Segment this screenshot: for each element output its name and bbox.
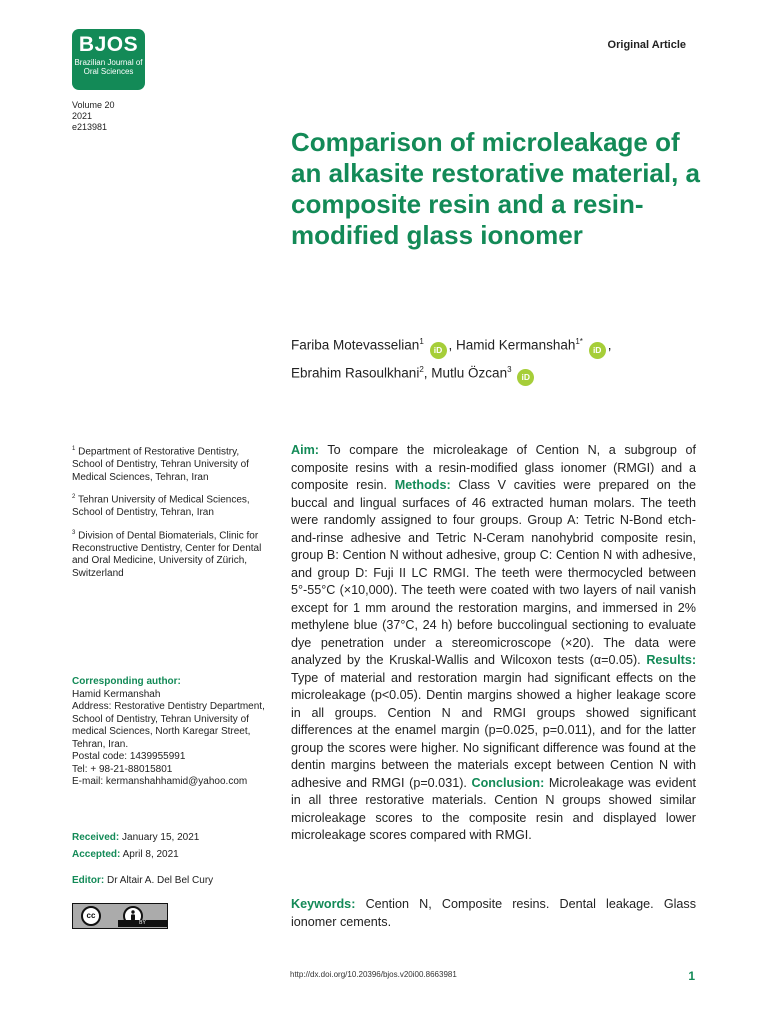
received-value: January 15, 2021 (122, 832, 200, 843)
affiliation-sup: 3 (72, 529, 76, 536)
affiliation-text: Tehran University of Medical Sciences, School of Dentistry, Tehran, Iran (72, 494, 250, 519)
journal-logo (72, 29, 145, 90)
author-affil-sup: 1 (419, 337, 424, 346)
aim-label: Aim: (291, 443, 319, 457)
affiliation-sup: 1 (72, 446, 76, 452)
cc-icon: cc (81, 906, 101, 926)
affiliation-text: Department of Restorative Dentistry, School of Dentistry, Tehran University of Medical Sciences, Tehran, Iran (72, 446, 249, 483)
methods-label: Methods: (394, 478, 451, 492)
keywords (291, 896, 696, 931)
author-affil-sup: 1* (575, 337, 583, 346)
orcid-icon[interactable]: iD (430, 342, 447, 359)
author-name: Ebrahim Rasoulkhani (291, 365, 420, 380)
accepted-label: Accepted: (72, 849, 121, 860)
year: 2021 (72, 111, 93, 121)
article-title: Comparison of microleakage of an alkasite restorative material, a composite resin and a resin-modified glass ionomer (291, 127, 701, 250)
page-number: 1 (688, 969, 695, 983)
corresponding-postal: Postal code: 1439955991 (72, 751, 186, 762)
accepted-date (72, 846, 272, 863)
results-text: Type of material and restoration margin had significant effects on the microleakage (p<0.05). Dentin margins showed a higher leakage score in all groups. Cention N and RMGI groups showed significant differences at the enamel margin (p=0.025, p=0.011), and for the latter group the scores were higher. No significant difference was found at the dentin margins between the materials except between Cention N with adhesive and RMGI (p=0.031). (291, 670, 696, 790)
affiliation-sup: 2 (72, 494, 76, 501)
author-name: Fariba Motevasselian (291, 337, 420, 353)
doi-link[interactable]: http://dx.doi.org/10.20396/bjos.v20i00.8663981 (290, 970, 457, 979)
affiliation-text: Division of Dental Biomaterials, Clinic for Reconstructive Dentistry, Center for Dental and Oral Medicine, University of Zürich, Switzerland (72, 529, 262, 579)
affiliation (72, 527, 262, 581)
corresponding-name: Hamid Kermanshah (72, 688, 161, 700)
received-label: Received: (72, 832, 120, 843)
orcid-icon[interactable]: iD (517, 369, 534, 386)
accepted-value: April 8, 2021 (122, 849, 179, 860)
article-id: e213981 (72, 122, 108, 132)
editor-label: Editor: (72, 875, 105, 886)
author-affil-sup: 2 (419, 364, 424, 374)
abstract (291, 442, 696, 845)
affiliation (72, 443, 262, 484)
license-by-label: BY (118, 920, 167, 927)
author-separator: , (423, 365, 432, 380)
author-separator: , (448, 337, 457, 353)
keywords-text: Cention N, Composite resins. Dental leakage. Glass ionomer cements. (291, 897, 697, 929)
logo-journal-name: Brazilian Journal of Oral Sciences (74, 58, 143, 76)
author-name: Hamid Kermanshah (456, 337, 576, 353)
aim-text: To compare the microleakage of Cention N, a subgroup of composite resins with a resin-modified glass ionomer (RMGI) and a composite resin. (291, 443, 696, 492)
article-type: Original Article (607, 39, 686, 51)
methods-text: Class V cavities were prepared on the buccal and lingual surfaces of 46 extracted human molars. The teeth were randomly assigned to four groups. Group A: Tetric N-Bond etch-and-rinse adhesive and Tetric N-Ceram nanohybrid composite resin, group B: Cention N without adhesive, group C: Cention N with adhesive, and group D: Fuji II LC RMGI. The teeth were thermocycled between 5°-55°C (×10,000). The teeth were coated with two layers of nail vanish except for 1 mm around the restoration margins, and immersed in 2% methylene blue (37°C, 24 h) before buccolingual sectioning to evaluate dye penetration under a stereomicroscope (×20). The data were analyzed by the Kruskal-Wallis and Wilcoxon tests (α=0.05). (291, 478, 697, 667)
cc-by-license-badge[interactable] (72, 903, 168, 929)
corresponding-email[interactable]: E-mail: kermanshahhamid@yahoo.com (72, 776, 248, 787)
volume-info (72, 100, 115, 133)
affiliation (72, 491, 262, 520)
affiliations (72, 443, 262, 587)
editor (72, 875, 272, 886)
conclusion-text: Microleakage was evident in all three restorative materials. Cention N groups showed similar microleakage scores to the composite resin and displayed lower microleakage scores compared with RMGI. (291, 775, 696, 842)
corresponding-tel: Tel: + 98-21-88015801 (72, 763, 173, 775)
received-date (72, 829, 272, 846)
keywords-label: Keywords: (291, 897, 356, 911)
editor-name: Dr Altair A. Del Bel Cury (107, 875, 214, 886)
author-name: Mutlu Özcan (431, 365, 508, 380)
volume: Volume 20 (72, 100, 115, 110)
logo-abbrev: BJOS (78, 33, 139, 56)
author-separator: , (607, 337, 612, 353)
corresponding-label: Corresponding author: (72, 676, 181, 687)
corresponding-author (72, 676, 272, 789)
conclusion-label: Conclusion: (471, 775, 545, 790)
orcid-icon[interactable]: iD (589, 342, 606, 359)
corresponding-address: Address: Restorative Dentistry Department, School of Dentistry, Tehran University of medical Sciences, North Karegar Street, Tehran, Iran. (72, 701, 265, 750)
author-list (291, 331, 711, 386)
article-dates (72, 829, 272, 863)
results-label: Results: (646, 653, 697, 667)
author-affil-sup: 3 (507, 364, 512, 374)
